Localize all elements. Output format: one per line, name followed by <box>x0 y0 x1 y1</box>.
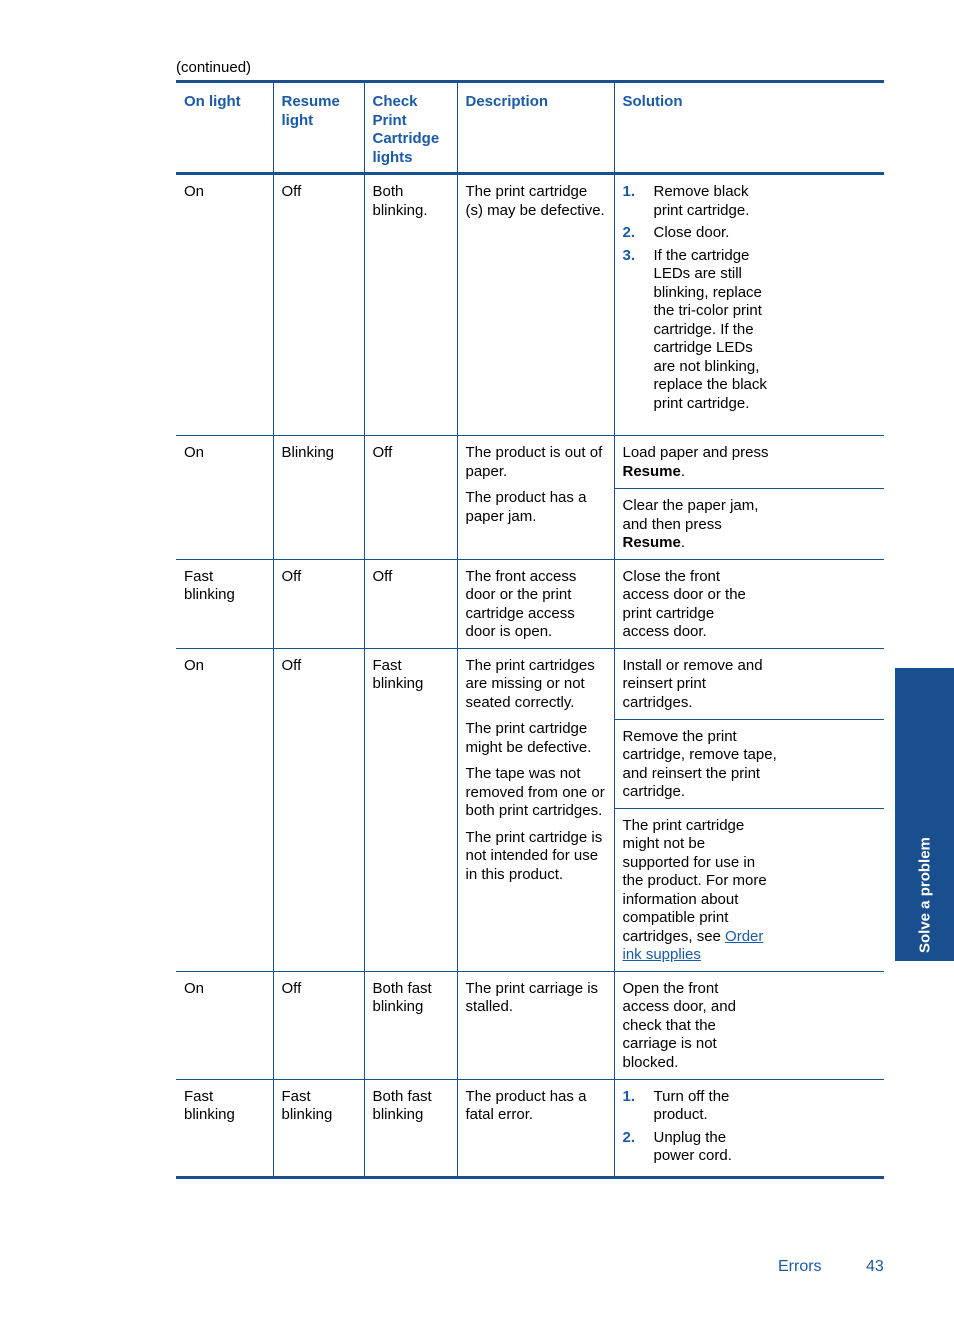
header-description: Description <box>457 82 614 174</box>
solution-steps <box>623 183 775 413</box>
step-item <box>623 224 775 243</box>
description-text: The front access door or the print cartridge access door is open. <box>465 567 577 640</box>
solution-text: Open the front access door, and check that the carriage is not blocked. <box>622 979 736 1071</box>
step-number: 3. <box>622 246 636 264</box>
description-text: The product has a paper jam. <box>465 489 587 525</box>
solution-text: Load paper and press <box>622 444 769 461</box>
continued-label: (continued) <box>176 59 252 76</box>
solution-cell <box>614 1079 884 1177</box>
on-light-cell: On <box>176 174 273 436</box>
step-text: Turn off the product. <box>653 1087 730 1123</box>
resume-light-cell: Fast blinking <box>273 1079 364 1177</box>
solution-text: Remove the print cartridge, remove tape, and reinsert the print cartridge. <box>622 727 777 800</box>
solution-block <box>615 972 885 1079</box>
table-header-row <box>176 82 884 174</box>
resume-keyword: Resume <box>622 534 681 551</box>
solution-punct: . <box>680 462 686 480</box>
description-cell <box>457 971 614 1079</box>
header-on-light: On light <box>176 82 273 174</box>
step-number: 2. <box>622 1128 636 1146</box>
check-light-cell: Both blinking. <box>364 174 457 436</box>
description-cell <box>457 1079 614 1177</box>
solution-text: The print cartridge might not be supported for use in the product. For more information about compatible print cartridges, see <box>622 816 767 945</box>
footer-section-name: Errors <box>778 1258 822 1275</box>
check-light-cell: Both fast blinking <box>364 1079 457 1177</box>
on-light-cell: On <box>176 648 273 971</box>
step-item <box>623 1088 745 1125</box>
table-row <box>176 559 884 648</box>
solution-block <box>615 488 885 559</box>
check-light-cell: Off <box>364 436 457 560</box>
header-solution: Solution <box>614 82 884 174</box>
description-text: The print cartridges are missing or not seated correctly. <box>465 656 595 711</box>
solution-block <box>615 719 885 808</box>
on-light-cell: Fast blinking <box>176 559 273 648</box>
description-cell <box>457 436 614 560</box>
solution-cell <box>614 559 884 648</box>
description-cell <box>457 174 614 436</box>
resume-light-cell: Off <box>273 559 364 648</box>
description-cell <box>457 648 614 971</box>
side-tab-label: Solve a problem <box>916 837 933 953</box>
description-text: The product is out of paper. <box>465 444 603 480</box>
step-number: 1. <box>622 1087 636 1105</box>
description-text: The tape was not removed from one or both print cartridges. <box>465 765 605 819</box>
solution-cell <box>614 971 884 1079</box>
solution-cell <box>614 174 884 436</box>
footer-page-number: 43 <box>866 1258 884 1275</box>
header-resume-light: Resume light <box>273 82 364 174</box>
on-light-cell: Fast blinking <box>176 1079 273 1177</box>
header-check-cartridge-lights: Check Print Cartridge lights <box>364 82 457 174</box>
description-text: The print cartridge is not intended for use in this product. <box>465 828 603 883</box>
solution-text: Close the front access door or the print cartridge access door. <box>622 567 746 640</box>
solution-cell <box>614 648 884 971</box>
solution-cell <box>614 436 884 560</box>
description-cell <box>457 559 614 648</box>
step-text: If the cartridge LEDs are still blinking, replace the tri-color print cartridge. If the cartridge LEDs are not blinking, replace the black print cartridge. <box>653 246 767 412</box>
resume-light-cell: Off <box>273 971 364 1079</box>
description-text: The print cartridge might be defective. <box>465 720 592 756</box>
table-row <box>176 971 884 1079</box>
solution-text: Install or remove and reinsert print cartridges. <box>622 656 763 711</box>
step-item <box>623 247 775 414</box>
resume-keyword: Resume <box>622 462 681 480</box>
solution-block <box>615 560 885 648</box>
troubleshooting-table <box>176 80 884 1179</box>
check-light-cell: Fast blinking <box>364 648 457 971</box>
step-item <box>623 1129 745 1166</box>
check-light-cell: Both fast blinking <box>364 971 457 1079</box>
table-row <box>176 436 884 560</box>
on-light-cell: On <box>176 436 273 560</box>
step-text: Close door. <box>653 224 730 241</box>
solution-steps <box>623 1088 745 1166</box>
solution-punct: . <box>680 534 686 551</box>
solution-block <box>615 436 885 488</box>
description-text: The print cartridge (s) may be defective. <box>465 183 605 219</box>
resume-light-cell: Off <box>273 174 364 436</box>
step-number: 1. <box>622 183 636 200</box>
solution-text: Clear the paper jam, and then press <box>622 497 759 533</box>
check-light-cell: Off <box>364 559 457 648</box>
table-row <box>176 1079 884 1177</box>
table-row <box>176 174 884 436</box>
solution-block <box>615 649 885 719</box>
step-number: 2. <box>622 224 636 241</box>
description-text: The print carriage is stalled. <box>465 979 599 1015</box>
section-side-tab <box>895 668 954 961</box>
step-text: Unplug the power cord. <box>653 1128 732 1164</box>
solution-block <box>615 808 885 971</box>
table-row <box>176 648 884 971</box>
order-ink-supplies-link[interactable]: Order ink supplies <box>622 927 764 963</box>
step-text: Remove black print cartridge. <box>653 183 750 219</box>
step-item <box>623 183 775 220</box>
resume-light-cell: Off <box>273 648 364 971</box>
resume-light-cell: Blinking <box>273 436 364 560</box>
description-text: The product has a fatal error. <box>465 1087 587 1123</box>
on-light-cell: On <box>176 971 273 1079</box>
